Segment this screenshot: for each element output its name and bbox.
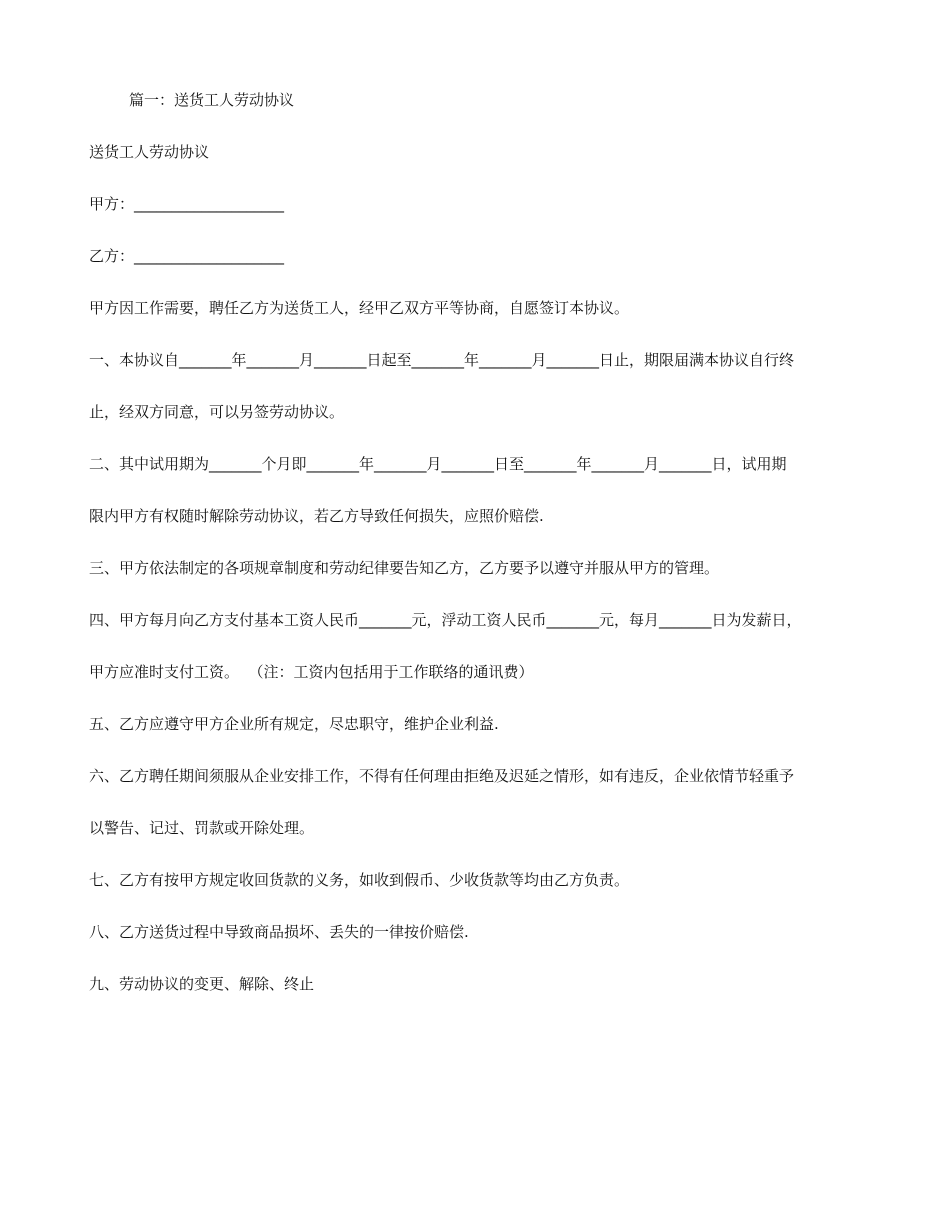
clause-2-line-1: 二、其中试用期为_______个月即_______年_______月_______日至_______年_______月_______日，试用期	[89, 455, 787, 473]
party-b-line: 乙方：____________________	[89, 247, 285, 265]
clause-1-line-1: 一、本协议自_______年_______月_______日起至_______年_______月_______日止，期限届满本协议自行终	[89, 351, 795, 369]
clause-5-line-1: 五、乙方应遵守甲方企业所有规定，尽忠职守，维护企业利益.	[89, 715, 499, 733]
preamble: 甲方因工作需要，聘任乙方为送货工人，经甲乙双方平等协商，自愿签订本协议。	[89, 299, 630, 317]
document-title: 送货工人劳动协议	[89, 143, 210, 161]
party-a-line: 甲方：____________________	[89, 195, 285, 213]
section-heading: 篇一：送货工人劳动协议	[129, 91, 295, 109]
clause-1-line-2: 止，经双方同意，可以另签劳动协议。	[89, 403, 345, 421]
clause-4-line-1: 四、甲方每月向乙方支付基本工资人民币_______元，浮动工资人民币_______元，每月_______日为发薪日，	[89, 611, 802, 629]
clause-6-line-2: 以警告、记过、罚款或开除处理。	[89, 819, 315, 837]
clause-8-line-1: 八、乙方送货过程中导致商品损坏、丢失的一律按价赔偿.	[89, 923, 469, 941]
clause-4-line-2: 甲方应准时支付工资。 （注：工资内包括用于工作联络的通讯费）	[89, 663, 534, 681]
clause-7-line-1: 七、乙方有按甲方规定收回货款的义务，如收到假币、少收货款等均由乙方负责。	[89, 871, 630, 889]
clause-2-line-2: 限内甲方有权随时解除劳动协议，若乙方导致任何损失，应照价赔偿.	[89, 507, 544, 525]
clause-6-line-1: 六、乙方聘任期间须服从企业安排工作，不得有任何理由拒绝及迟延之情形，如有违反，企业依情节轻重予	[89, 767, 795, 785]
clause-3-line-1: 三、甲方依法制定的各项规章制度和劳动纪律要告知乙方，乙方要予以遵守并服从甲方的管理。	[89, 559, 720, 577]
clause-9-line-1: 九、劳动协议的变更、解除、终止	[89, 975, 315, 993]
